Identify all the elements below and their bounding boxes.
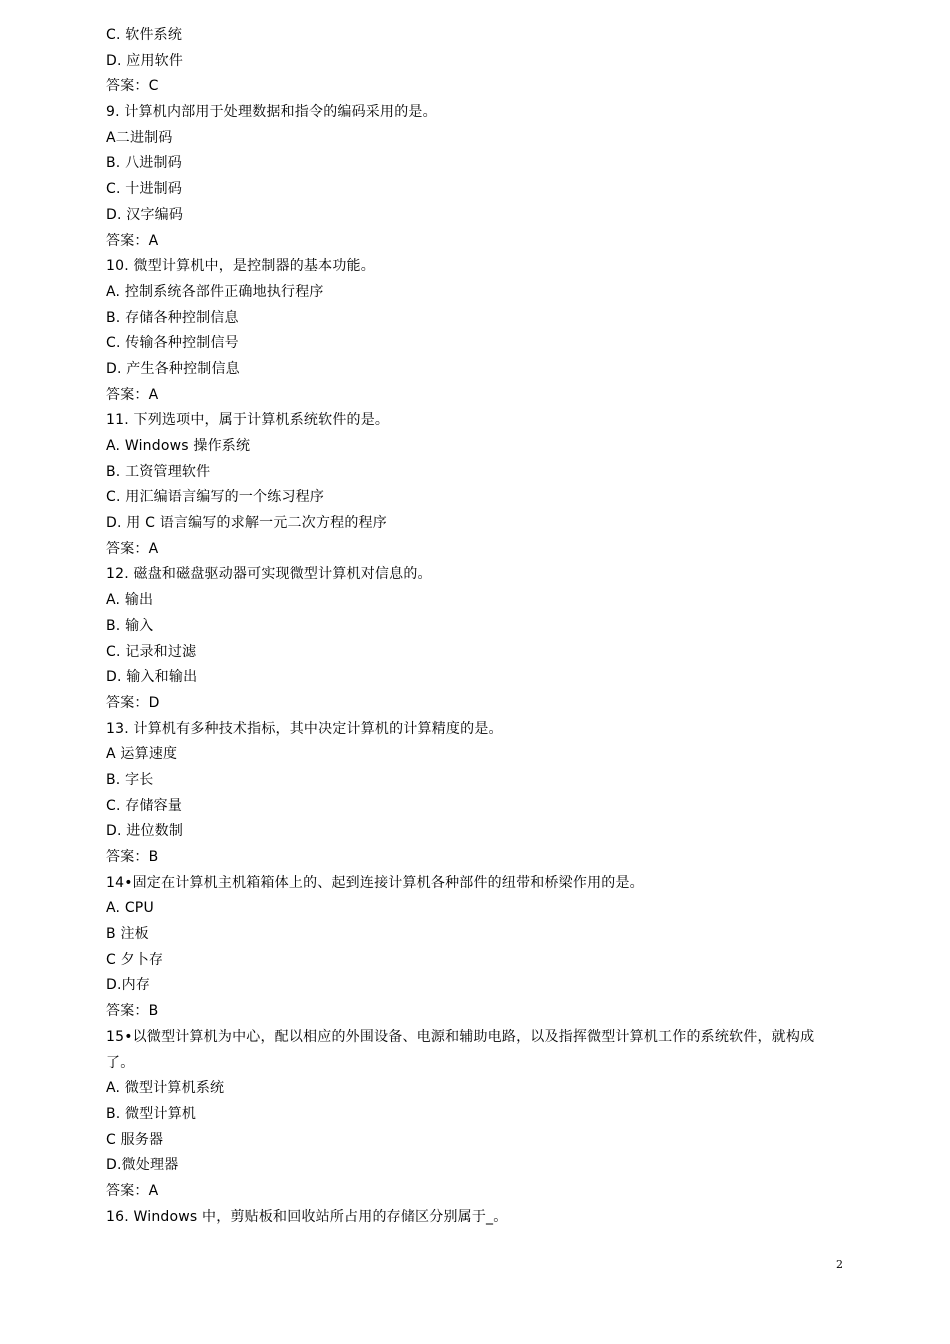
answer-line: 答案：A bbox=[106, 386, 159, 403]
option-line: B. 微型计算机 bbox=[106, 1105, 197, 1122]
option-line: B. 字长 bbox=[106, 771, 154, 788]
option-line: A. 输出 bbox=[106, 592, 154, 609]
answer-line: 答案：C bbox=[106, 78, 159, 95]
option-line: D. 产生各种控制信息 bbox=[106, 360, 240, 377]
option-line: B 注板 bbox=[106, 926, 149, 943]
option-line: C. 记录和过滤 bbox=[106, 643, 197, 660]
option-line: B. 输入 bbox=[106, 617, 154, 634]
text-line: C. 软件系统 bbox=[106, 27, 183, 43]
question-line: 13. 计算机有多种技术指标，其中决定计算机的计算精度的是。 bbox=[106, 720, 503, 737]
answer-line: 答案：B bbox=[106, 849, 159, 865]
question-list bbox=[106, 23, 826, 1230]
answer-line: 答案：A bbox=[106, 232, 159, 249]
question-line: 12. 磁盘和磁盘驱动器可实现微型计算机对信息的。 bbox=[106, 566, 432, 583]
option-line: C. 十进制码 bbox=[106, 181, 183, 198]
option-line: D. 进位数制 bbox=[106, 823, 184, 840]
question-line: 11. 下列选项中，属于计算机系统软件的是。 bbox=[106, 412, 390, 429]
answer-line: 答案：A bbox=[106, 1182, 159, 1199]
option-line: D. 用 C 语言编写的求解一元二次方程的程序 bbox=[106, 515, 387, 532]
option-line: A 运算速度 bbox=[106, 746, 178, 763]
option-line: C 服务器 bbox=[106, 1131, 164, 1148]
answer-line: 答案：D bbox=[106, 694, 160, 711]
question-line: 15•以微型计算机为中心，配以相应的外围设备、电源和辅助电路，以及指挥微型计算机工作的系统软件，就构成了。 bbox=[106, 1028, 815, 1071]
option-line: C 夕卜存 bbox=[106, 951, 164, 968]
answer-line: 答案：A bbox=[106, 540, 159, 557]
question-line: 9. 计算机内部用于处理数据和指令的编码采用的是。 bbox=[106, 104, 437, 121]
option-line: A. 微型计算机系统 bbox=[106, 1080, 225, 1097]
text-line: D. 应用软件 bbox=[106, 52, 184, 69]
option-line: B. 存储各种控制信息 bbox=[106, 309, 239, 326]
option-line: A二进制码 bbox=[106, 129, 173, 146]
option-line: C. 存储容量 bbox=[106, 797, 183, 814]
option-line: D.内存 bbox=[106, 977, 151, 994]
question-line: 14•固定在计算机主机箱箱体上的、起到连接计算机各种部件的纽带和桥梁作用的是。 bbox=[106, 874, 644, 891]
answer-line: 答案：B bbox=[106, 1003, 159, 1020]
option-line: C. 传输各种控制信号 bbox=[106, 335, 239, 352]
option-line: B. 工资管理软件 bbox=[106, 463, 211, 480]
option-line: D.微处理器 bbox=[106, 1157, 179, 1174]
question-line: 10. 微型计算机中，是控制器的基本功能。 bbox=[106, 258, 375, 275]
option-line: D. 输入和输出 bbox=[106, 669, 198, 686]
question-line: 16. Windows 中，剪贴板和回收站所占用的存储区分别属于_。 bbox=[106, 1208, 508, 1225]
page-number: 2 bbox=[836, 1258, 843, 1271]
option-line: A. Windows 操作系统 bbox=[106, 438, 251, 454]
option-line: A. CPU bbox=[106, 900, 154, 917]
option-line: A. 控制系统各部件正确地执行程序 bbox=[106, 283, 324, 300]
option-line: D. 汉字编码 bbox=[106, 206, 184, 223]
option-line: B. 八进制码 bbox=[106, 155, 182, 172]
option-line: C. 用汇编语言编写的一个练习程序 bbox=[106, 489, 325, 506]
